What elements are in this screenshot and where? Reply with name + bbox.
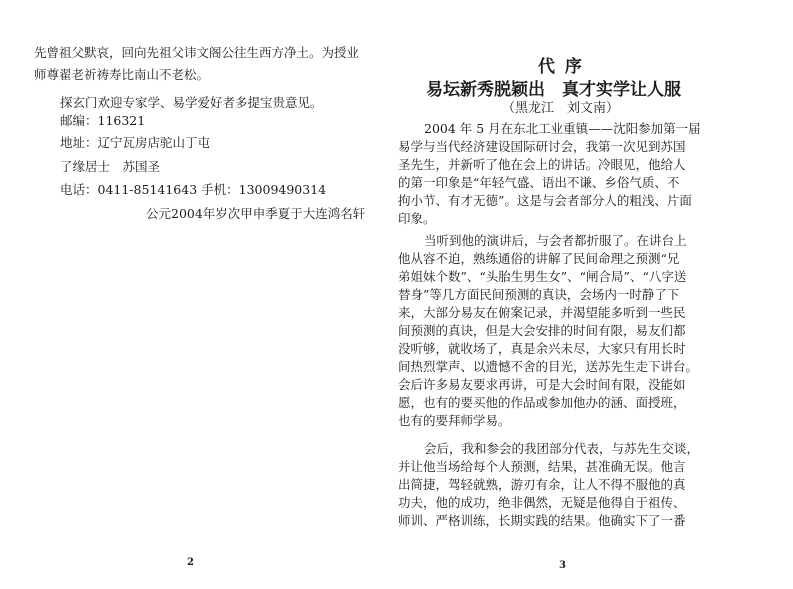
section-heading: 代 序 [538,57,584,77]
author-line: （黑龙江 刘文南） [502,101,620,116]
article-title: 易坛新秀脱颖出 真才实学让人服 [426,80,681,100]
right-page [396,0,793,589]
text-line: 功夫，他的成功，绝非偶然，无疑是他得自于祖传、 [398,495,686,510]
text-line: 也有的要拜师学易。 [398,413,511,428]
text-line: 拘小节、有才无德”。这是与会者部分人的粗浅、片面 [398,193,692,208]
text-line: 印象。 [398,211,436,226]
text-line: 师训、严格训练，长期实践的结果。他确实下了一番 [398,513,686,528]
text-line: 出简捷，驾轻就熟，游刃有余，让人不得不服他的真 [398,477,686,492]
text-line: 并让他当场给每个人预测，结果，甚准确无误。他言 [398,459,686,474]
text-line: 会后，我和参会的我团部分代表，与苏先生交谈， [424,441,700,456]
text-line: 邮编：116321 [60,113,146,128]
text-line: 来，大部分易友在俯案记录，并渴望能多听到一些民 [398,305,686,320]
text-line: 易学与当代经济建设国际研讨会，我第一次见到苏国 [398,139,686,154]
text-line: 没听够，就收场了，真是余兴未尽，大家只有用长时 [398,341,686,356]
text-line: 的第一印象是“年轻气盛、语出不谦、乡俗气质、不 [398,175,680,190]
text-line: 公元2004年岁次甲申季夏于大连鸿名轩 [146,206,366,221]
text-line: 圣先生，并新听了他在会上的讲话。冷眼见，他给人 [398,157,686,172]
text-line: 间热烈掌声、以遗憾不舍的目光，送苏先生走下讲台。 [398,359,699,374]
text-line: 2004 年 5 月在东北工业重镇——沈阳参加第一届 [424,121,701,136]
text-line: 电话：0411-85141643 手机：13009490314 [60,182,327,197]
page-number: 3 [559,560,566,571]
text-line: 当听到他的演讲后，与会者都折服了。在讲台上 [424,233,687,248]
text-line: 了缘居士 苏国圣 [60,159,161,174]
text-line: 地址：辽宁瓦房店驼山丁屯 [60,135,211,150]
text-line: 会后许多易友要求再讲，可是大会时间有限，没能如 [398,377,686,392]
page-number: 2 [187,557,194,568]
text-line: 他从容不迫，熟练通俗的讲解了民间命理之预测“兄 [398,251,680,266]
text-line: 愿，也有的要买他的作品或参加他办的涵、面授班， [398,395,686,410]
text-line: 替身”等几方面民间预测的真诀，会场内一时静了下 [398,287,680,302]
text-line: 先曾祖父默哀，回向先祖父讳文阁公往生西方净土。为授业 [34,45,360,60]
text-line: 师尊翟老祈祷寿比南山不老松。 [34,67,210,82]
text-line: 探玄门欢迎专家学、易学爱好者多提宝贵意见。 [60,95,323,110]
text-line: 弟姐妹个数”、“头胎生男生女”、“闸合局”、“八字送 [398,269,687,284]
left-page [0,0,396,589]
text-line: 间预测的真诀，但是大会安排的时间有限，易友们都 [398,323,686,338]
